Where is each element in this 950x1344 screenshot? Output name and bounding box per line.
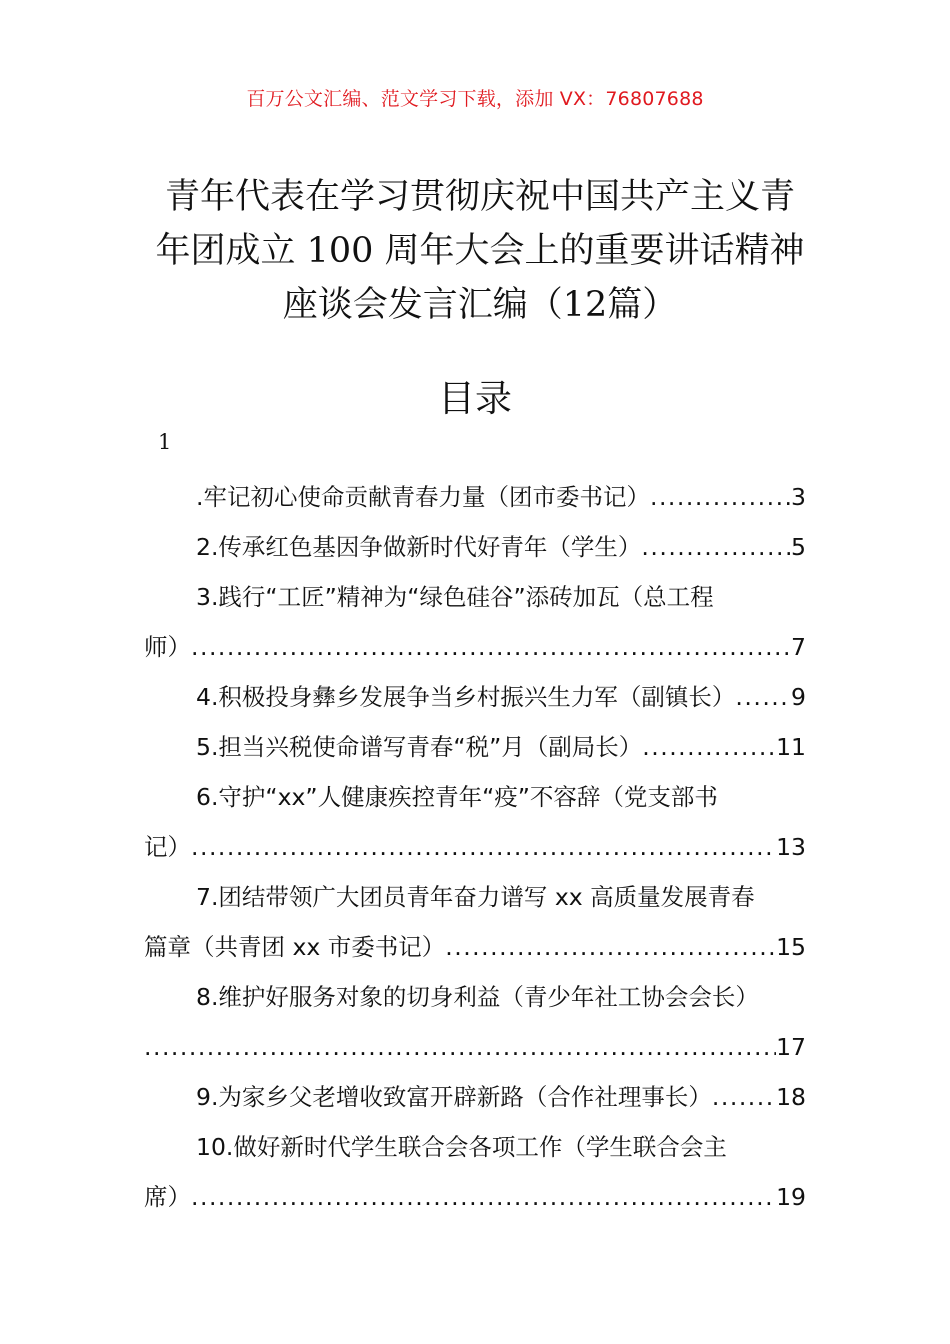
toc-page-number: 18 [776, 1083, 806, 1111]
toc-entry-title: 7.团结带领广大团员青年奋力谱写 xx 高质量发展青春 [196, 883, 755, 911]
leader-dots [650, 472, 791, 522]
toc-entry[interactable] [144, 1072, 806, 1122]
toc-entry[interactable] [144, 572, 806, 672]
leader-dots [712, 1072, 776, 1122]
toc-page-number: 17 [776, 1033, 806, 1061]
download-notice: 百万公文汇编、范文学习下载，添加 VX：76807688 [246, 88, 704, 110]
toc-entry-title: 8.维护好服务对象的切身利益（青少年社工协会会长） [196, 983, 759, 1011]
title-number: 100 [306, 231, 374, 271]
title-text: 篇） [607, 285, 678, 325]
toc-entry[interactable] [144, 672, 806, 722]
toc-page-number: 19 [776, 1183, 806, 1211]
leader-dots [191, 822, 776, 872]
title-line-1: 青年代表在学习贯彻庆祝中国共产主义青 [164, 177, 795, 217]
toc-entry[interactable] [144, 722, 806, 772]
toc-entry[interactable] [144, 472, 806, 522]
toc-entry[interactable] [144, 1122, 806, 1222]
title-text: 周年大会上的重要讲话精神 [384, 231, 805, 271]
leader-dots [191, 1172, 776, 1222]
toc-page-number: 9 [791, 683, 806, 711]
toc-entry-title: 9.为家乡父老增收致富开辟新路（合作社理事长） [196, 1083, 712, 1111]
leader-dots [191, 622, 791, 672]
leader-dots [641, 522, 791, 572]
toc-entry[interactable] [144, 972, 806, 1072]
toc-entry-title: 6.守护“xx”人健康疾控青年“疫”不容辞（党支部书 [196, 783, 718, 811]
toc-entry-title: 4.积极投身彝乡发展争当乡村振兴生力军（副镇长） [196, 683, 736, 711]
title-line-3 [140, 278, 820, 332]
document-title [140, 170, 820, 332]
title-line-2 [140, 224, 820, 278]
title-number: 12 [562, 285, 608, 325]
title-text: 年团成立 [155, 231, 296, 271]
toc-page-number: 5 [791, 533, 806, 561]
toc-page-number: 11 [776, 733, 806, 761]
toc-entry-title: 2.传承红色基因争做新时代好青年（学生） [196, 533, 642, 561]
leader-dots [445, 922, 776, 972]
toc-entry[interactable] [144, 522, 806, 572]
toc-heading: 目录 [438, 377, 512, 420]
toc-page-number: 13 [776, 833, 806, 861]
table-of-contents [144, 472, 806, 1222]
toc-entry-title-cont: 篇章（共青团 xx 市委书记） [144, 933, 446, 961]
leader-dots [735, 672, 791, 722]
title-text: 座谈会发言汇编（ [282, 285, 563, 325]
toc-entry-title-cont: 师） [144, 633, 191, 661]
toc-entry-title: 3.践行“工匠”精神为“绿色硅谷”添砖加瓦（总工程 [196, 583, 714, 611]
toc-page-number: 3 [791, 483, 806, 511]
leader-dots [144, 1022, 776, 1072]
toc-page-number: 15 [776, 933, 806, 961]
toc-entry-title-cont: 记） [144, 833, 191, 861]
leader-dots [642, 722, 776, 772]
toc-entry[interactable] [144, 872, 806, 972]
list-number: 1 [158, 430, 172, 454]
toc-entry-title: 10.做好新时代学生联合会各项工作（学生联合会主 [196, 1133, 727, 1161]
toc-page-number: 7 [791, 633, 806, 661]
toc-entry-title: .牢记初心使命贡献青春力量（团市委书记） [196, 483, 650, 511]
toc-entry-title-cont: 席） [144, 1183, 191, 1211]
toc-entry[interactable] [144, 772, 806, 872]
toc-entry-title: 5.担当兴税使命谱写青春“税”月（副局长） [196, 733, 643, 761]
